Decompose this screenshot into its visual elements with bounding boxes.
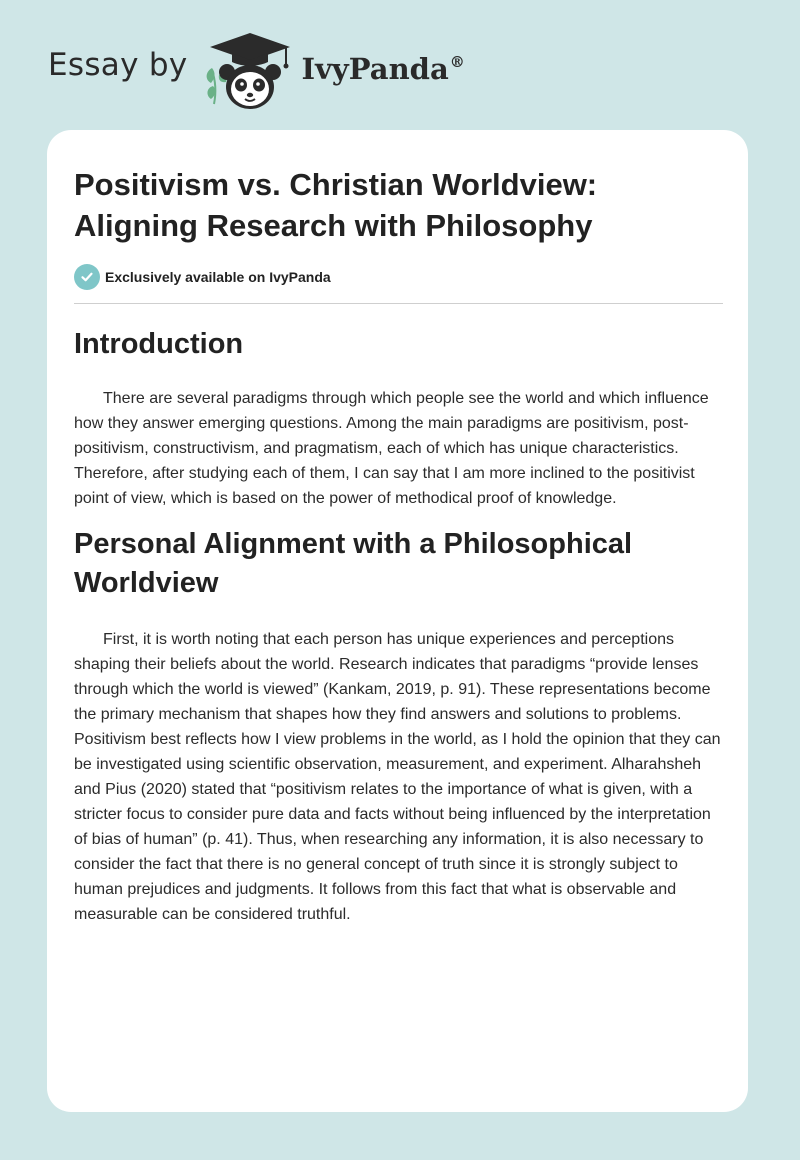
section-heading-introduction: Introduction	[74, 328, 244, 360]
essay-content	[74, 164, 723, 927]
essay-title: Positivism vs. Christian Worldview: Aligning Research with Philosophy	[74, 167, 598, 243]
brand-prefix: Essay by	[48, 47, 188, 83]
section-paragraph-personal-alignment: First, it is worth noting that each person has unique experiences and perceptions shaping their beliefs about the world. Research indicates that paradigms “provide lenses through which the world is viewed” (Kankam, 2019, p. 91). These representations become the primary mechanism that shapes how they find answers and solutions to problems. Positivism best reflects how I view problems in the world, as I hold the opinion that they can be investigated using scientific observation, measurement, and experiment. Alharahsheh and Pius (2020) stated that “positivism relates to the importance of what is given, with a stricter focus to consider pure data and facts without being influenced by the interpretation of bias of human” (p. 41). Thus, when researching any information, it is also necessary to consider the fact that there is no general concept of truth since it is strongly subject to human prejudices and judgments. It follows from this fact that what is observable and measurable can be considered truthful.	[74, 631, 721, 923]
title-divider	[74, 303, 723, 304]
brand-header	[48, 30, 465, 112]
section-heading-personal-alignment: Personal Alignment with a Philosophical Worldview	[74, 528, 633, 599]
brand-name	[302, 52, 465, 86]
exclusive-badge-text: Exclusively available on IvyPanda	[105, 269, 331, 285]
registered-mark: ®	[449, 53, 465, 71]
check-circle-icon	[74, 264, 100, 290]
exclusive-badge	[74, 264, 723, 290]
brand-name-text: IvyPanda	[301, 52, 449, 86]
panda-graduation-cap-icon[interactable]	[202, 30, 298, 112]
section-paragraph-introduction: There are several paradigms through which people see the world and which influence how they answer emerging questions. Among the main paradigms are positivism, post-positivism, constructivism, and pragmatism, each of which has unique characteristics. Therefore, after studying each of them, I can say that I am more inclined to the positivist point of view, which is based on the power of methodical proof of knowledge.	[74, 390, 709, 507]
essay-card	[47, 130, 748, 1112]
